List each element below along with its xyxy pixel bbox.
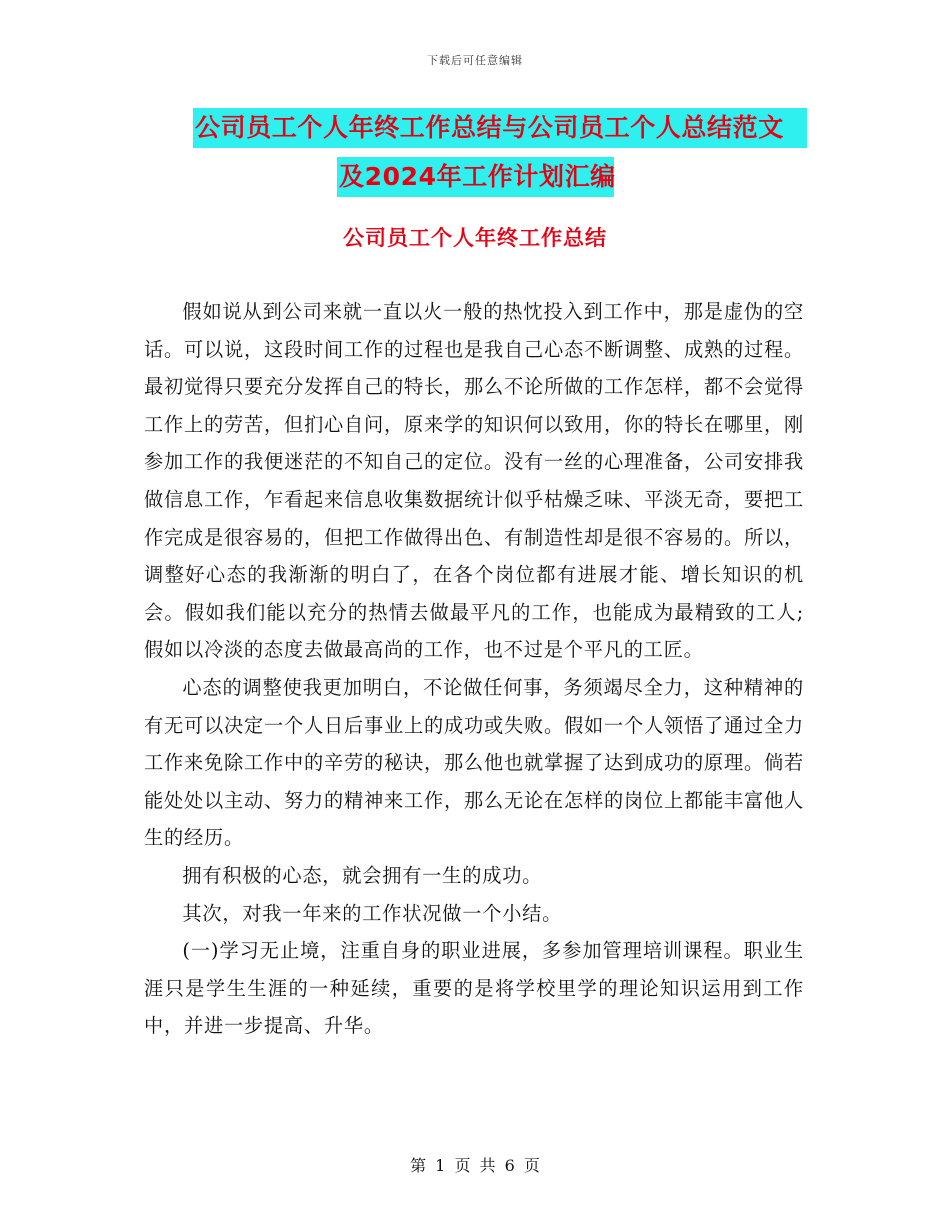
paragraph: 其次，对我一年来的工作状况做一个小结。 <box>182 901 563 925</box>
body-text <box>144 293 804 1045</box>
title-line-1: 公司员工个人年终工作总结与公司员工个人总结范文 <box>193 108 807 148</box>
paragraph: (一)学习无止境，注重自身的职业进展，多参加管理培训课程。职业生涯只是学生生涯的一种延续，重要的是将学校里学的理论知识运用到工作中，并进一步提高、升华。 <box>144 939 804 1038</box>
section-heading: 公司员工个人年终工作总结 <box>343 226 607 250</box>
paragraph: 心态的调整使我更加明白，不论做任何事，务须竭尽全力，这种精神的有无可以决定一个人日后事业上的成功或失败。假如一个人领悟了通过全力工作来免除工作中的辛劳的秘诀，那么他也就掌握了达到成功的原理。倘若能处处以主动、努力的精神来工作，那么无论在怎样的岗位上都能丰富他人生的经历。 <box>144 675 804 850</box>
page-footer: 第 1 页 共 6 页 <box>410 1156 540 1175</box>
title-line-2: 及2024年工作计划汇编 <box>337 157 614 197</box>
paragraph: 拥有积极的心态，就会拥有一生的成功。 <box>182 863 543 887</box>
page-header: 下载后可任意编辑 <box>427 54 523 67</box>
paragraph: 假如说从到公司来就一直以火一般的热忱投入到工作中，那是虚伪的空话。可以说，这段时间工作的过程也是我自己心态不断调整、成熟的过程。最初觉得只要充分发挥自己的特长，那么不论所做的工作怎样，都不会觉得工作上的劳苦，但扪心自问，原来学的知识何以致用，你的特长在哪里，刚参加工作的我便迷茫的不知自己的定位。没有一丝的心理准备，公司安排我做信息工作，乍看起来信息收集数据统计似乎枯燥乏味、平淡无奇，要把工作完成是很容易的，但把工作做得出色、有制造性却是很不容易的。所以，调整好心态的我渐渐的明白了，在各个岗位都有进展才能、增长知识的机会。假如我们能以充分的热情去做最平凡的工作，也能成为最精致的工人;假如以冷淡的态度去做最高尚的工作，也不过是个平凡的工匠。 <box>144 300 804 662</box>
